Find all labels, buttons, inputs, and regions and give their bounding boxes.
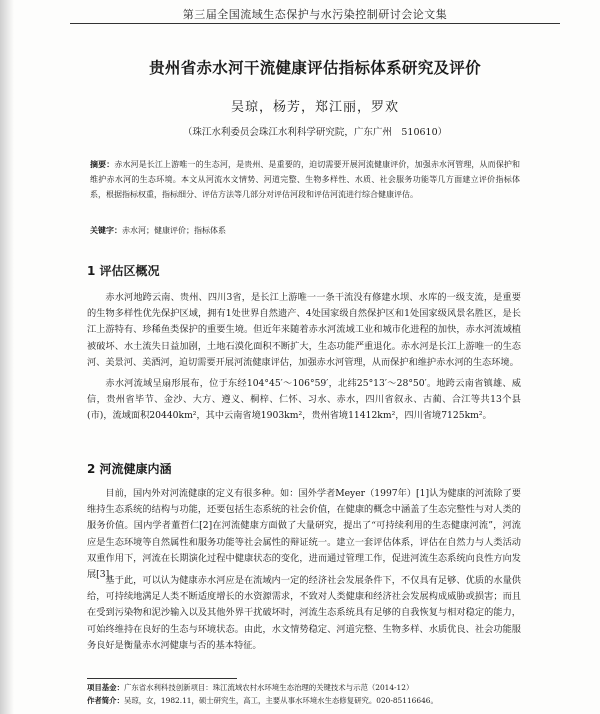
footnote-funding: [87, 682, 527, 693]
author-list: 吴琼，杨芳，郑江丽，罗欢: [230, 100, 399, 115]
running-header: 第三届全国流域生态保护与水污染控制研讨会论文集: [182, 8, 448, 21]
section-1-paragraph-1: 赤水河地跨云南、贵州、四川3省，是长江上游唯一一条干流没有修建水坝、水库的一级支流，是重要的生物多样性优先保护区域，拥有1处世界自然遗产、4处国家级自然保护区和1处国家级风景名胜区，是长江上游特有、珍稀鱼类保护的重要生境。但近年来随着赤水河流域工业和城市化进程的加快，赤水河流域植被破坏、水土流失日益加剧，土地石漠化面积不断扩大，生态功能严重退化。赤水河是长江上游唯一的生态河、美景河、美酒河，迫切需要开展河流健康评估，加强赤水河管理，从而保护和维护赤水河的生态环境。: [87, 292, 521, 368]
abstract-label: 摘要：: [90, 159, 115, 169]
paper-title: 贵州省赤水河干流健康评估指标体系研究及评价: [149, 59, 481, 77]
footnote-funding-label: 项目基金：: [87, 683, 124, 692]
footnote-rule: [87, 678, 237, 679]
footnote-author: [87, 695, 527, 706]
footnote-author-text: 吴琼，女，1982.11，硕士研究生，高工，主要从事水环境水生态修复研究。020-85116646。: [123, 696, 438, 705]
abstract-text: 赤水河是长江上游唯一的生态河，是贵州、是重要的，迫切需要开展河流健康评价，加强赤水河管理，从而保护和维护赤水河的生态环境。本文从河流水文情势、河道完整、生物多样性、水质、社会服务功能等几方面建立评价指标体系，根据指标权重，指标细分、评估方法等几部分对评估河段和评估河流进行综合健康评估。: [90, 160, 521, 199]
keywords-label: 关键字：: [90, 225, 122, 235]
scan-binding-shadow: [0, 0, 14, 714]
keywords: [90, 225, 520, 236]
section-heading-2: 2 河流健康内涵: [87, 462, 172, 476]
section-heading-1: 1 评估区概况: [87, 264, 160, 278]
section-2-paragraph-2: 基于此，可以认为健康赤水河应是在流域内一定的经济社会发展条件下，不仅具有足够、优质的水量供给，可持续地满足人类不断适度增长的水资源需求，不致对人类健康和经济社会发展构成威胁或损害；而且在受到污染物和泥沙输入以及其他外界干扰破坏时，河流生态系统具有足够的自我恢复与相对稳定的能力，可始终维持在良好的生态与环境状态。由此，水文情势稳定、河道完整、生物多样、水质优良、社会功能服务良好是衡量赤水河健康与否的基本特征。: [87, 575, 521, 651]
section-2-paragraph-1: 目前，国内外对河流健康的定义有很多种。如：国外学者Meyer（1997年）[1]认为健康的河流除了要维持生态系统的结构与功能，还要包括生态系统的社会价值，在健康的概念中涵盖了生态完整性与对人类的服务价值。国内学者董哲仁[2]在河流健康方面做了大量研究，提出了“可持续利用的生态健康河流”，河流应是生态环境等自然属性和服务功能等社会属性的辩证统一。建立一套评估体系，评估在自然力与人类活动双重作用下，河流在长期演化过程中健康状态的变化，进而通过管理工作，促进河流生态系统向良性方向发展[3]。: [87, 488, 521, 581]
keywords-text: 赤水河；健康评价；指标体系: [122, 226, 226, 235]
abstract: [90, 157, 520, 202]
footnote-author-label: 作者简介：: [87, 696, 124, 705]
section-1-paragraph-2: 赤水河流域呈扇形展布，位于东经104°45′～106°59′，北纬25°13′～28°50′。地跨云南省镇雄、威信，贵州省毕节、金沙、大方、遵义、桐梓、仁怀、习水、赤水，四川省叙永、古蔺、合江等共13个县(市)，流域面积20440km²，其中云南省境1903km²，贵州省境11412km²，四川省境7125km²。: [87, 378, 521, 422]
author-affiliation: （珠江水利委员会珠江水利科学研究院，广东广州 510610）: [182, 127, 448, 138]
header-rule: [70, 23, 560, 24]
footnote-funding-text: 广东省水利科技创新项目：珠江流域农村水环境生态治理的关键技术与示范（2014-12）: [123, 683, 414, 692]
